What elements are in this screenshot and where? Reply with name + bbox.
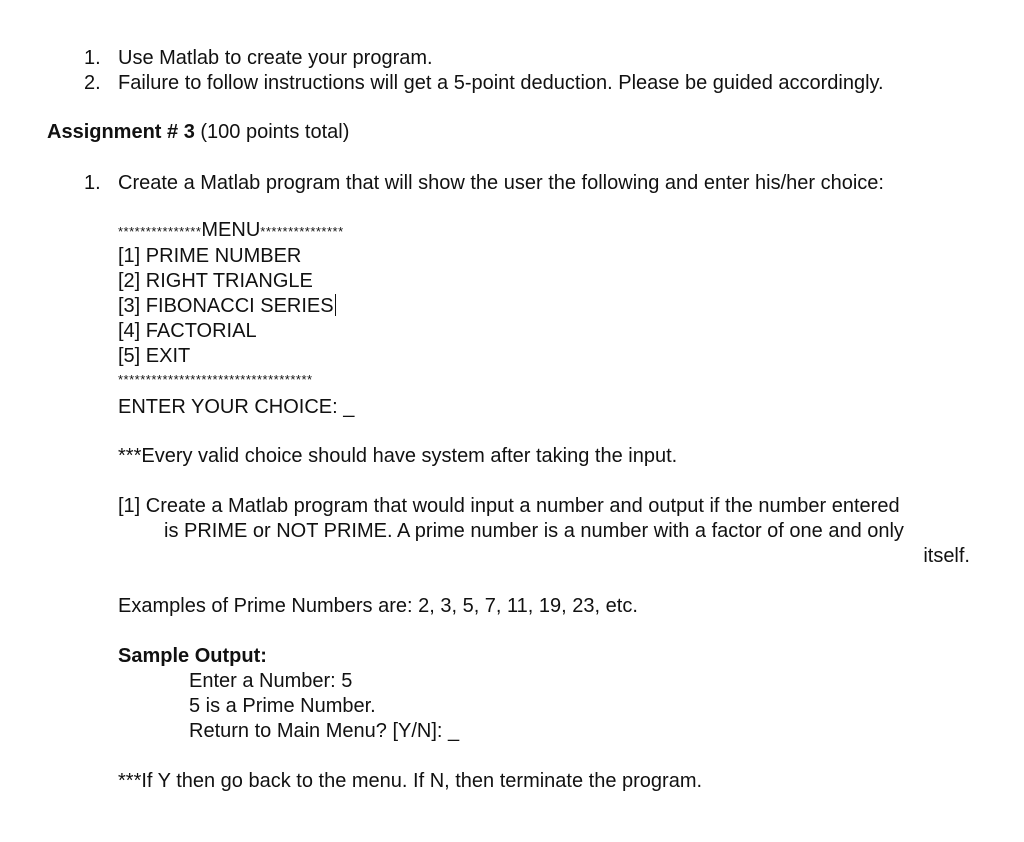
- question-text: Create a Matlab program that will show the user the following and enter his/her choice:: [118, 172, 884, 194]
- question-item: [84, 171, 884, 195]
- prime-line-2: is PRIME or NOT PRIME. A prime number is a number with a factor of one and only: [164, 520, 904, 542]
- menu-prompt: ENTER YOUR CHOICE: _: [118, 396, 355, 418]
- menu-item: [118, 294, 336, 318]
- menu-header: [118, 218, 344, 244]
- note-text: ***Every valid choice should have system after taking the input.: [118, 445, 678, 467]
- list-number: 2.: [84, 72, 101, 94]
- menu-stars-right: ***************: [260, 224, 344, 239]
- examples-text: Examples of Prime Numbers are: 2, 3, 5, 7, 11, 19, 23, etc.: [118, 595, 638, 617]
- sample-line: Enter a Number: 5: [189, 670, 353, 692]
- menu-title: MENU: [201, 219, 261, 241]
- instruction-text: Failure to follow instructions will get a 5-point deduction. Please be guided accordingly.: [118, 72, 884, 94]
- sample-line: Return to Main Menu? [Y/N]: _: [189, 720, 460, 742]
- assignment-label: Assignment # 3: [47, 121, 195, 143]
- menu-item: [1] PRIME NUMBER: [118, 245, 302, 267]
- menu-item: [5] EXIT: [118, 345, 191, 367]
- menu-item: [2] RIGHT TRIANGLE: [118, 270, 313, 292]
- prime-line-1: [1] Create a Matlab program that would input a number and output if the number entered: [118, 495, 900, 517]
- assignment-points: (100 points total): [200, 121, 350, 143]
- list-number: 1.: [84, 172, 101, 194]
- sample-heading-label: Sample Output:: [118, 645, 267, 667]
- sample-line: 5 is a Prime Number.: [189, 695, 376, 717]
- instruction-item: [84, 71, 884, 95]
- instruction-item: [84, 46, 433, 70]
- sample-heading: [118, 644, 267, 668]
- instruction-text: Use Matlab to create your program.: [118, 47, 433, 69]
- menu-item: [4] FACTORIAL: [118, 320, 257, 342]
- menu-item-label: [3] FIBONACCI SERIES: [118, 295, 334, 317]
- prime-line-3: itself.: [923, 545, 970, 567]
- menu-stars-left: ***************: [118, 224, 202, 239]
- list-number: 1.: [84, 47, 101, 69]
- prime-description: [118, 494, 970, 569]
- menu-bottom-stars: ***********************************: [118, 372, 313, 387]
- assignment-heading: [47, 120, 349, 144]
- text-cursor: [335, 294, 336, 316]
- note-text: ***If Y then go back to the menu. If N, then terminate the program.: [118, 770, 703, 792]
